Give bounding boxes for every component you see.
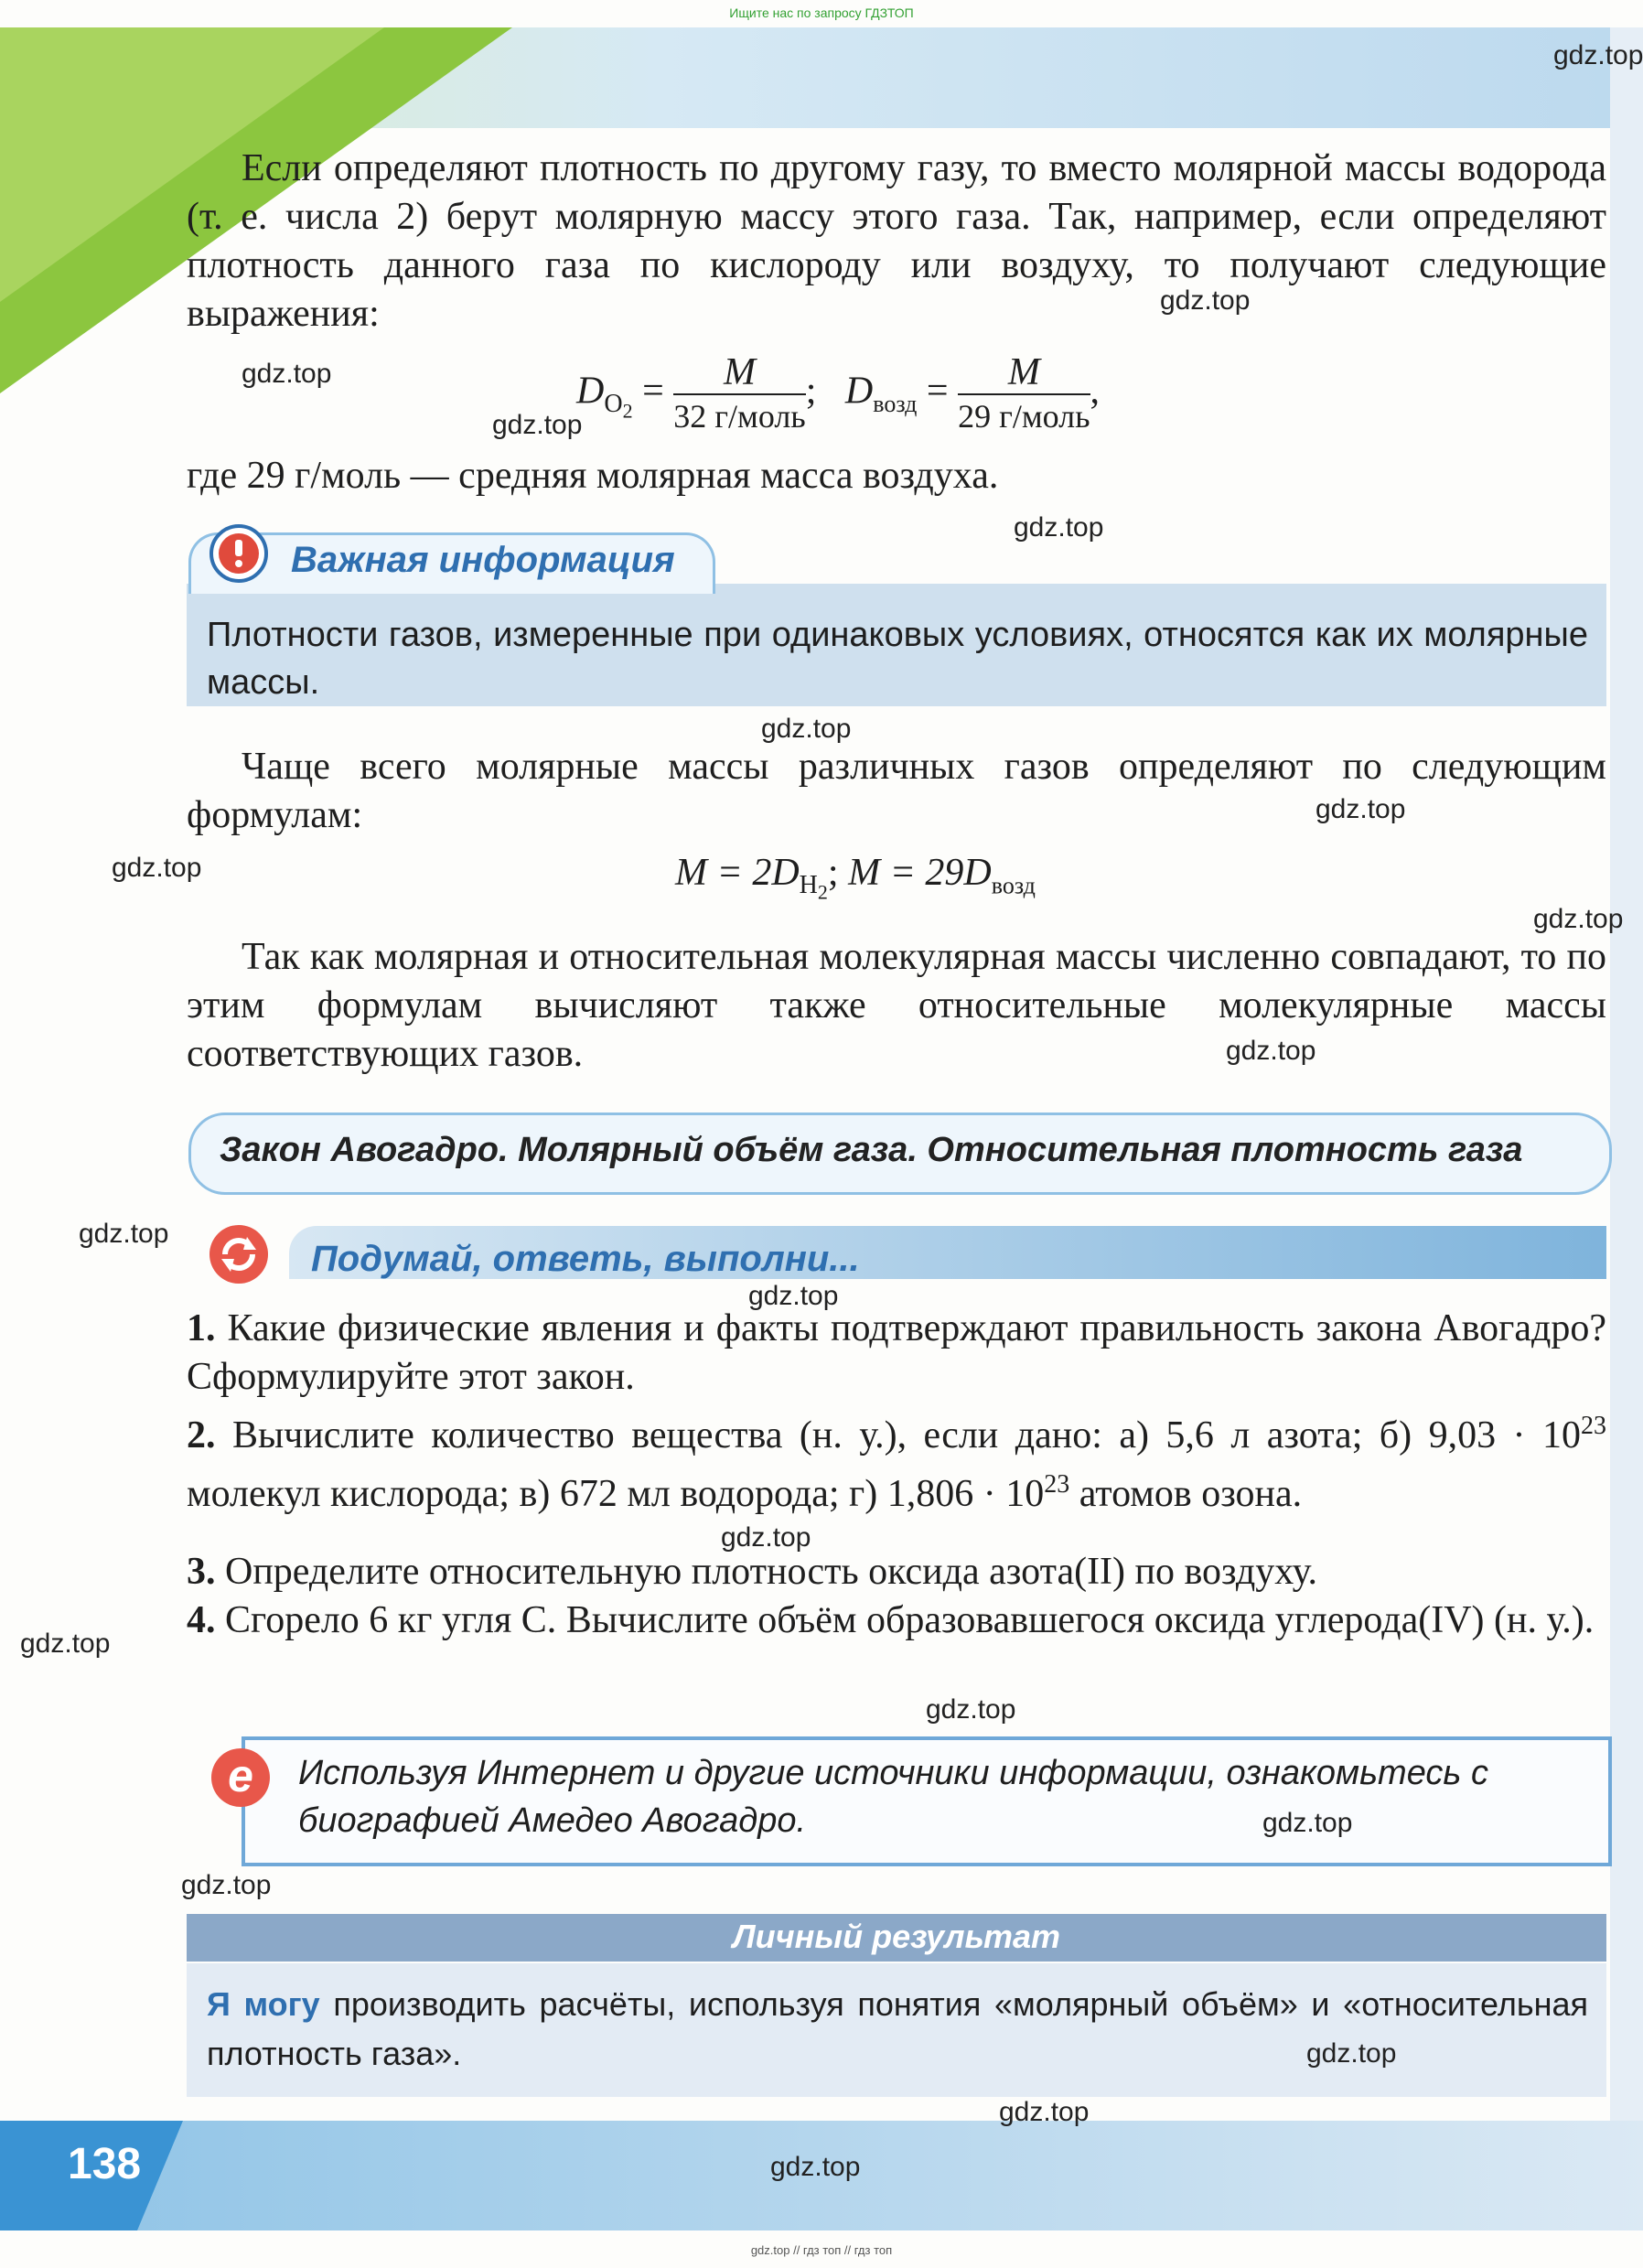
watermark: gdz.top	[1014, 512, 1104, 543]
watermark: gdz.top	[79, 1219, 169, 1249]
top-note: Ищите нас по запросу ГДЗТОП	[729, 5, 914, 20]
watermark: gdz.top	[1160, 285, 1251, 316]
question-3: 3. Определите относительную плотность оксида азота(II) по воздуху.	[187, 1551, 1317, 1593]
watermark: gdz.top	[926, 1694, 1016, 1725]
watermark: gdz.top	[242, 359, 332, 389]
think-title: Подумай, ответь, выполни...	[311, 1239, 860, 1279]
watermark: gdz.top	[181, 1870, 272, 1900]
important-info-title: Важная информация	[291, 540, 675, 580]
formula-molar-mass: $M = 2D_{H_2}$; $M = 29D_{возд}$	[675, 852, 1036, 904]
personal-result-text: Я могу производить расчёты, используя понятия «молярный объём» и «относительная плотность газа».	[207, 1985, 1588, 2072]
watermark: gdz.top	[748, 1281, 839, 1311]
lesson-title: Закон Авогадро. Молярный объём газа. Относительная плотность газа	[220, 1131, 1523, 1169]
paragraph-relative-mass: Так как молярная и относительная молекулярная массы численно совпадают, то по этим формулам вычисляют также относительные молекулярные массы соответствующих газов.	[187, 936, 1606, 1075]
paragraph-formulas-intro: Чаще всего молярные массы различных газов определяют по следующим формулам:	[187, 746, 1606, 836]
watermark: gdz.top	[1226, 1036, 1316, 1066]
watermark: gdz.top	[20, 1628, 111, 1659]
bottom-note: gdz.top // гдз топ // гдз топ	[750, 2243, 893, 2257]
exclamation-icon	[207, 521, 271, 586]
watermark: gdz.top	[1533, 904, 1624, 934]
watermark: gdz.top	[1315, 794, 1406, 824]
page-number: 138	[68, 2140, 142, 2188]
question-1: 1. Какие физические явления и факты подтверждают правильность закона Авогадро? Сформулируйте этот закон.	[187, 1307, 1606, 1398]
watermark: gdz.top	[999, 2097, 1090, 2127]
watermark: gdz.top	[1306, 2038, 1397, 2069]
personal-result-title: Личный результат	[732, 1918, 1061, 1955]
watermark: gdz.top	[770, 2152, 861, 2182]
refresh-icon	[207, 1222, 271, 1286]
question-4: 4. Сгорело 6 кг угля С. Вычислите объём образовавшегося оксида углерода(IV) (н. у.).	[187, 1599, 1595, 1641]
question-2: 2. Вычислите количество вещества (н. у.), если дано: а) 5,6 л азота; б) $9,03 \cdot 10^{23}$ молекул кислорода; в) 672 мл водорода; г) $1,806 \cdot 10^{23}$ атомов озона.	[187, 1412, 1606, 1515]
watermark: gdz.top	[761, 714, 852, 744]
paragraph-air-mass: где 29 г/моль — средняя молярная масса воздуха.	[187, 455, 999, 497]
internet-e-letter: е	[228, 1750, 253, 1801]
watermark: gdz.top	[1553, 40, 1643, 70]
watermark: gdz.top	[721, 1522, 811, 1553]
watermark: gdz.top	[112, 853, 202, 883]
formula-relative-density: $D_{O_2}$ = $\frac{M}{\text{32 г/моль}}$ ; $D_{возд}$ = $\frac{M}{\text{29 г/моль}}$ ,	[576, 351, 1101, 435]
internet-task-text: Используя Интернет и другие источники информации, ознакомьтесь с биографией Амедео Авогадро.	[298, 1754, 1488, 1840]
paragraph-density: Если определяют плотность по другому газу, то вместо молярной массы водорода (т. е. числа 2) берут молярную массу этого газа. Так, например, если определяют плотность данного газа по кислороду или воздуху, то получают следующие выражения:	[187, 147, 1606, 335]
important-info-text: Плотности газов, измеренные при одинаковых условиях, относятся как их молярные массы.	[207, 616, 1588, 702]
watermark: gdz.top	[1262, 1808, 1353, 1838]
watermark: gdz.top	[492, 410, 583, 440]
